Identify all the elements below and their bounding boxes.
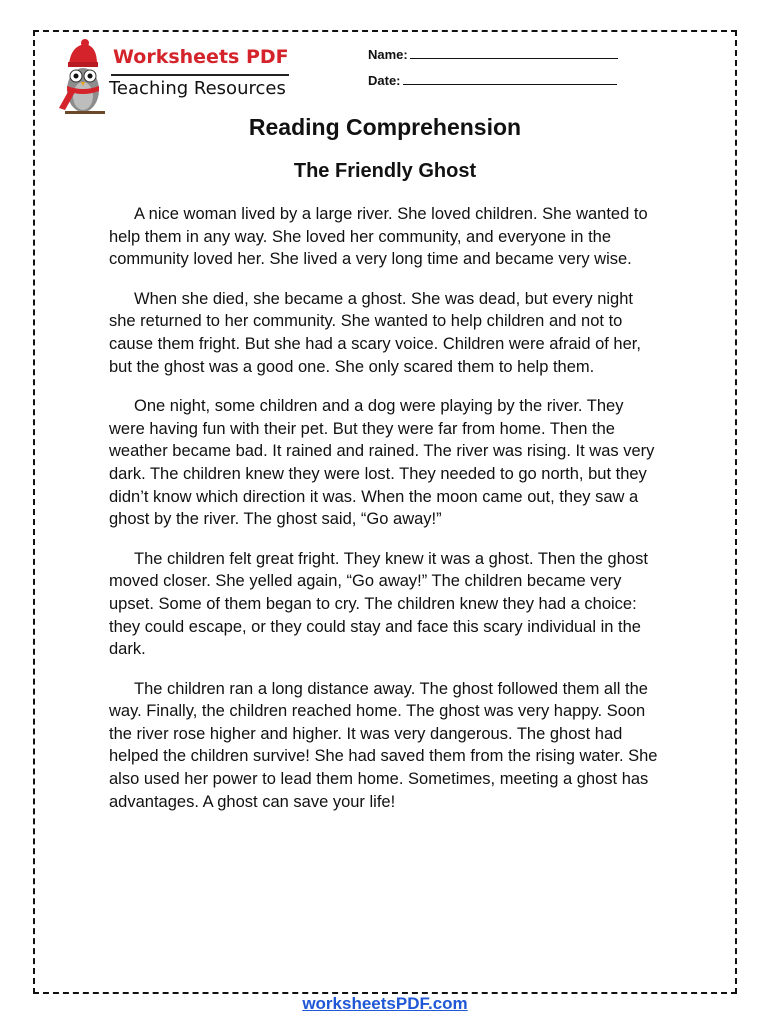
- paragraph: The children felt great fright. They knew it was a ghost. Then the ghost moved closer. She yelled again, “Go away!” The children became very upset. Some of them began to cry. The children knew they had a choice: they could escape, or they could stay and face this scary individual in the dark.: [109, 549, 648, 659]
- worksheets-pdf-logo[interactable]: [55, 38, 295, 118]
- owl-mascot-icon: [55, 38, 111, 118]
- brand-title: Worksheets PDF: [113, 46, 289, 68]
- name-label: Name:: [368, 47, 408, 62]
- paragraph: When she died, she became a ghost. She was dead, but every night she returned to her community. She wanted to help children and not to cause them fright. But she had a scary voice. Children were afraid of her, but the ghost was a good one. She only scared them to help them.: [109, 289, 641, 376]
- name-line[interactable]: [410, 46, 618, 59]
- paragraph: The children ran a long distance away. The ghost followed them all the way. Finally, the children reached home. The ghost was very happy. Soon the river rose higher and higher. It was very dangerous. The ghost had helped the children survive! She had saved them from the rising water. She also used her power to lead them home. Sometimes, meeting a ghost has advantages. A ghost can save your life!: [109, 679, 658, 811]
- story-text: [109, 203, 661, 830]
- story-title: The Friendly Ghost: [293, 160, 477, 182]
- name-field[interactable]: [368, 46, 618, 62]
- date-field[interactable]: [368, 72, 617, 88]
- brand-subtitle: Teaching Resources: [109, 78, 286, 99]
- date-line[interactable]: [403, 72, 617, 85]
- brand-divider: [111, 74, 289, 76]
- paragraph: One night, some children and a dog were playing by the river. They were having fun with their pet. But they were far from home. Then the weather became bad. It rained and rained. The river was rising. It was very dark. The children knew they were lost. They needed to go north, but they didn’t know which direction it was. When the moon came out, they saw a ghost by the river. The ghost said, “Go away!”: [109, 397, 655, 529]
- date-label: Date:: [368, 73, 401, 88]
- footer-link[interactable]: worksheetsPDF.com: [302, 994, 468, 1013]
- paragraph: A nice woman lived by a large river. She loved children. She wanted to help them in any way. She loved her community, and everyone in the community loved her. She lived a very long time and became very wise.: [109, 205, 648, 269]
- page-title: Reading Comprehension: [248, 114, 522, 140]
